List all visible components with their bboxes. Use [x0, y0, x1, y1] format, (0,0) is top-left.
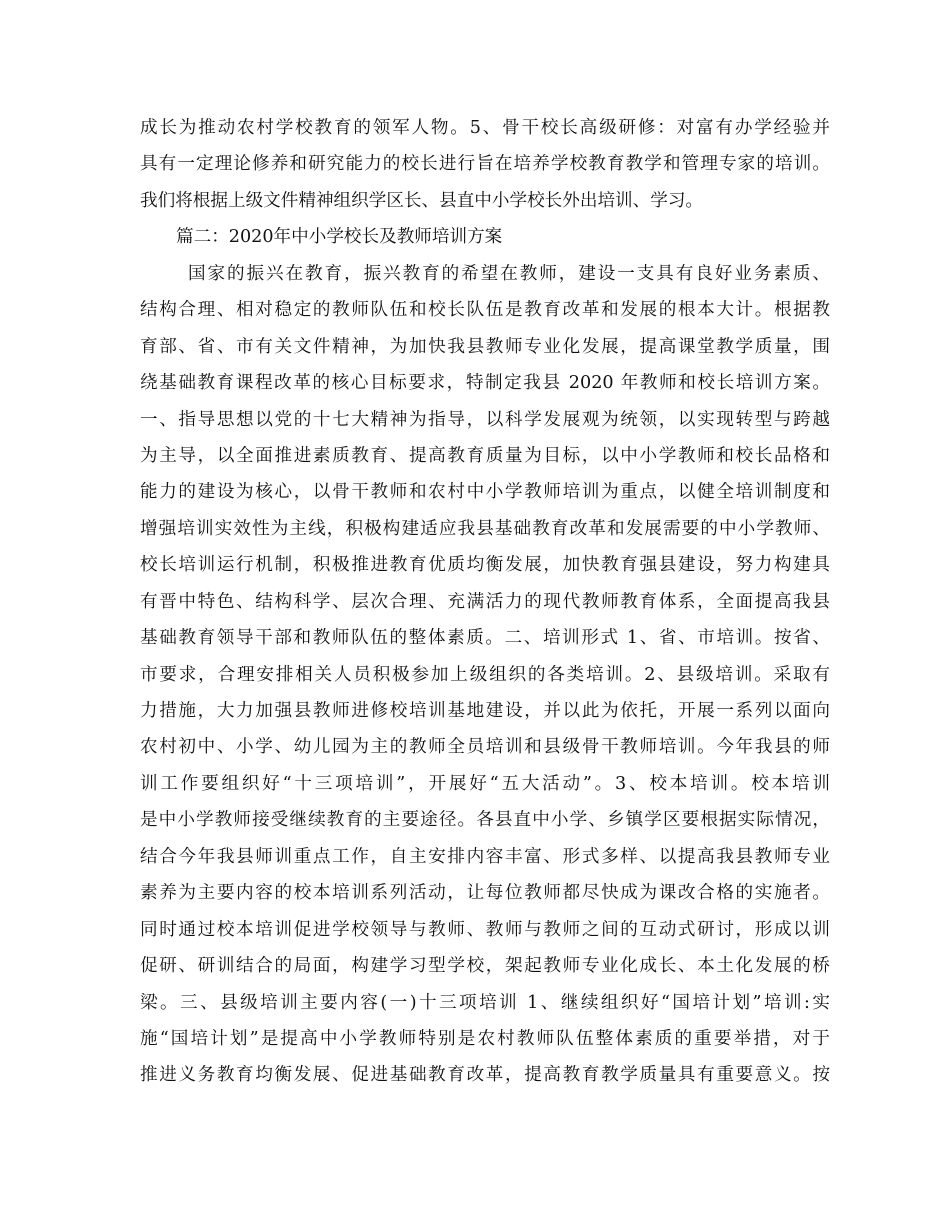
text-line: 增强培训实效性为主线，积极构建适应我县基础教育改革和发展需要的中小学教师、: [140, 518, 830, 539]
text-line: 训工作要组织好“十三项培训”，开展好“五大活动”。3、校本培训。校本培训: [140, 773, 830, 794]
text-line: 我们将根据上级文件精神组织学区长、县直中小学校长外出培训、学习。: [140, 190, 704, 211]
text-line: 同时通过校本培训促进学校领导与教师、教师与教师之间的互动式研讨，形成以训: [140, 919, 830, 940]
text-line: 有晋中特色、结构科学、层次合理、充满活力的现代教师教育体系，全面提高我县: [140, 591, 830, 612]
text-line: 一、指导思想以党的十七大精神为指导，以科学发展观为统领，以实现转型与跨越: [140, 409, 830, 430]
text-line: 是中小学教师接受继续教育的主要途径。各县直中小学、乡镇学区要根据实际情况，: [140, 810, 830, 831]
text-line: 国家的振兴在教育，振兴教育的希望在教师，建设一支具有良好业务素质、: [188, 263, 830, 284]
text-line: 为主导，以全面推进素质教育、提高教育质量为目标，以中小学教师和校长品格和: [140, 445, 830, 466]
text-line: 施“国培计划”是提高中小学教师特别是农村教师队伍整体素质的重要举措，对于: [140, 1028, 830, 1049]
body-text: [140, 110, 830, 1094]
text-line: 育部、省、市有关文件精神，为加快我县教师专业化发展，提高课堂教学质量，围: [140, 336, 830, 357]
text-line: 成长为推动农村学校教育的领军人物。5、骨干校长高级研修：对富有办学经验并: [140, 118, 830, 138]
text-line: 农村初中、小学、幼儿园为主的教师全员培训和县级骨干教师培训。今年我县的师: [140, 737, 830, 758]
text-line: 市要求，合理安排相关人员积极参加上级组织的各类培训。2、县级培训。采取有: [140, 664, 830, 685]
text-line: 能力的建设为核心，以骨干教师和农村中小学教师培训为重点，以健全培训制度和: [140, 482, 830, 503]
text-line: 素养为主要内容的校本培训系列活动，让每位教师都尽快成为课改合格的实施者。: [140, 883, 830, 904]
section-heading: 篇二：2020年中小学校长及教师培训方案: [176, 227, 503, 248]
text-line: 力措施，大力加强县教师进修校培训基地建设，并以此为依托，开展一系列以面向: [140, 701, 830, 721]
text-line: 结构合理、相对稳定的教师队伍和校长队伍是教育改革和发展的根本大计。根据教: [140, 300, 830, 321]
text-line: 具有一定理论修养和研究能力的校长进行旨在培养学校教育教学和管理专家的培训。: [140, 154, 830, 175]
text-line: 促研、研训结合的局面，构建学习型学校，架起教师专业化成长、本土化发展的桥: [140, 956, 830, 977]
text-line: 基础教育领导干部和教师队伍的整体素质。二、培训形式 1、省、市培训。按省、: [140, 628, 830, 649]
text-line: 推进义务教育均衡发展、促进基础教育改革，提高教育教学质量具有重要意义。按: [140, 1065, 830, 1086]
text-line: 梁。三、县级培训主要内容(一)十三项培训 1、继续组织好“国培计划”培训:实: [140, 992, 830, 1013]
text-line: 绕基础教育课程改革的核心目标要求，特制定我县 2020 年教师和校长培训方案。: [140, 373, 830, 394]
text-line: 校长培训运行机制，积极推进教育优质均衡发展，加快教育强县建设，努力构建具: [140, 555, 830, 576]
text-line: 结合今年我县师训重点工作，自主安排内容丰富、形式多样、以提高我县教师专业: [140, 846, 830, 867]
